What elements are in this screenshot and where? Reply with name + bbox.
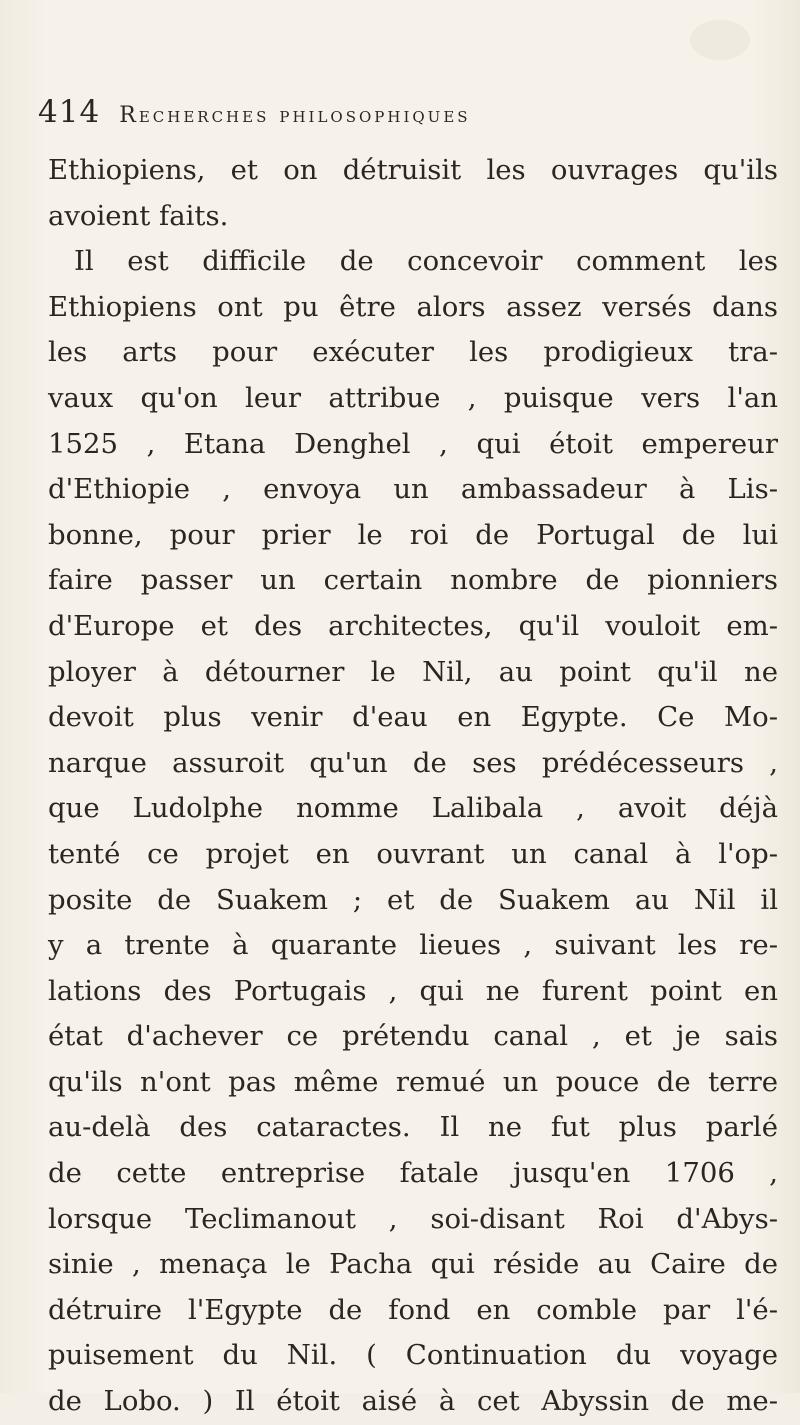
text-line: Il est difficile de concevoir comment les: [74, 245, 778, 278]
body-text: [48, 148, 778, 1425]
text-line: y a trente à quarante lieues , suivant les re-: [48, 929, 778, 962]
text-line: d'Europe et des architectes, qu'il vouloit em-: [48, 609, 778, 642]
text-line: lations des Portugais , qui ne furent point en: [48, 974, 778, 1007]
text-line: devoit plus venir d'eau en Egypte. Ce Mo-: [48, 701, 778, 734]
page-number: 414: [38, 94, 101, 130]
text-line: qu'ils n'ont pas même remué un pouce de terre: [48, 1065, 778, 1098]
text-line: état d'achever ce prétendu canal , et je sais: [48, 1020, 778, 1053]
text-line: d'Ethiopie , envoya un ambassadeur à Lis-: [48, 473, 778, 506]
text-line: avoient faits.: [48, 199, 229, 232]
text-line: 1525 , Etana Denghel , qui étoit empereur: [48, 427, 778, 460]
text-line: Ethiopiens, et on détruisit les ouvrages qu'ils: [48, 154, 778, 186]
text-line: sinie , menaça le Pacha qui réside au Caire de: [48, 1248, 778, 1281]
text-line: bonne, pour prier le roi de Portugal de lui: [48, 518, 778, 551]
text-line: Ethiopiens ont pu être alors assez versés dans: [48, 290, 778, 323]
text-line: faire passer un certain nombre de pionniers: [48, 564, 778, 597]
text-line: lorsque Teclimanout , soi-disant Roi d'Abys-: [48, 1202, 778, 1235]
page-header: [38, 94, 768, 134]
paper-stain: [690, 20, 750, 60]
running-title: Recherches philosophiques: [119, 103, 471, 128]
text-line: ployer à détourner le Nil, au point qu'il ne: [48, 655, 778, 688]
text-line: narque assuroit qu'un de ses prédécesseurs ,: [48, 746, 778, 779]
text-line: détruire l'Egypte de fond en comble par l'é-: [48, 1293, 778, 1326]
text-line: posite de Suakem ; et de Suakem au Nil il: [48, 883, 778, 916]
text-line: puisement du Nil. ( Continuation du voyage: [48, 1339, 778, 1372]
text-line: tenté ce projet en ouvrant un canal à l'op-: [48, 837, 778, 870]
text-line: que Ludolphe nomme Lalibala , avoit déjà: [48, 792, 778, 825]
text-line: les arts pour exécuter les prodigieux tra-: [48, 336, 778, 369]
text-line: vaux qu'on leur attribue , puisque vers l'an: [48, 381, 778, 414]
text-line: de cette entreprise fatale jusqu'en 1706 ,: [48, 1157, 778, 1190]
text-line: au-delà des cataractes. Il ne fut plus parlé: [48, 1111, 778, 1144]
text-line: de Lobo. ) Il étoit aisé à cet Abyssin de me-: [48, 1385, 778, 1418]
